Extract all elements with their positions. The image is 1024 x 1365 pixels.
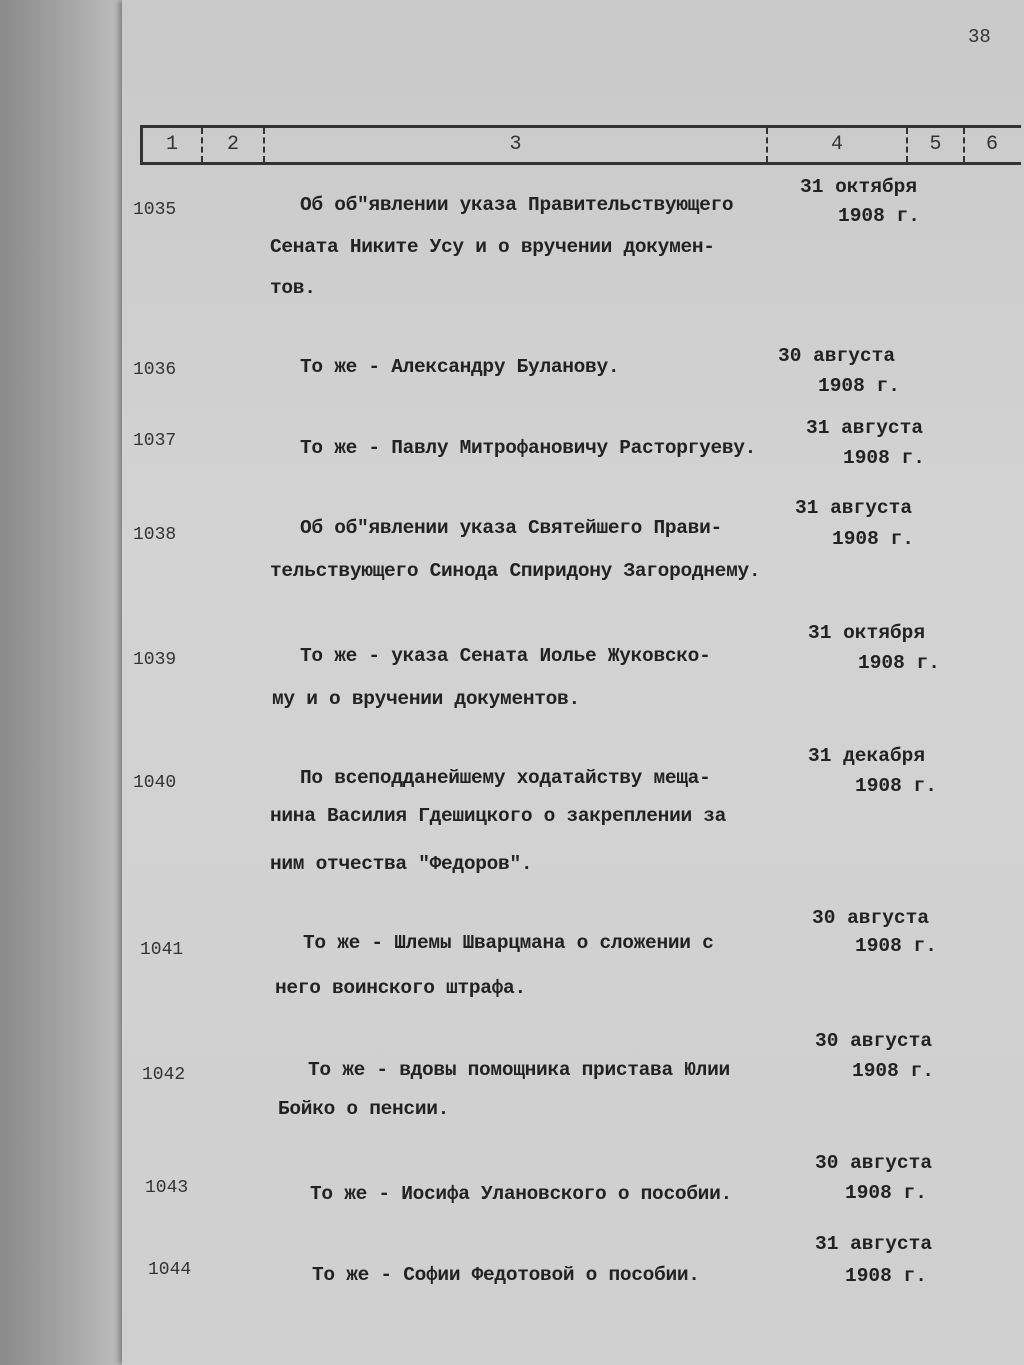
entry-text-line: тельствующего Синода Спиридону Загороднему. <box>270 560 761 582</box>
entry-date-year: 1908 г. <box>838 205 920 227</box>
entry-text-line: Об об"явлении указа Святейшего Прави- <box>300 517 722 539</box>
entry-number: 1044 <box>148 1260 192 1280</box>
entry-date-year: 1908 г. <box>852 1060 934 1082</box>
entry-date-year: 1908 г. <box>818 375 900 397</box>
entry-date-day: 31 августа <box>795 497 913 519</box>
entry-date-year: 1908 г. <box>832 528 914 550</box>
entry-date-day: 31 октября <box>800 176 918 198</box>
entry-number: 1041 <box>140 940 184 960</box>
entry-number: 1040 <box>133 773 177 793</box>
entry-number: 1039 <box>133 650 177 670</box>
entry-text-line: Бойко о пенсии. <box>278 1098 450 1120</box>
entry-text-line: По всеподданейшему ходатайству меща- <box>300 767 711 789</box>
entry-number: 1038 <box>133 525 177 545</box>
page-number: 38 <box>968 26 991 48</box>
entry-text-line: То же - Иосифа Улановского о пособии. <box>310 1183 732 1205</box>
entry-date-day: 30 августа <box>778 345 896 367</box>
entry-number: 1036 <box>133 360 177 380</box>
entry-date-day: 31 августа <box>806 417 924 439</box>
column-header-1: 1 <box>143 128 203 162</box>
entry-date-year: 1908 г. <box>845 1182 927 1204</box>
entry-text-line: му и о вручении документов. <box>272 688 580 710</box>
entry-text-line: ним отчества "Федоров". <box>270 853 533 875</box>
entry-date-year: 1908 г. <box>855 775 937 797</box>
entry-text-line: То же - Павлу Митрофановичу Расторгуеву. <box>300 437 757 459</box>
column-header-6: 6 <box>985 133 998 156</box>
entry-date-day: 30 августа <box>815 1152 933 1174</box>
entry-date-year: 1908 г. <box>845 1265 927 1287</box>
entry-number: 1035 <box>133 200 177 220</box>
entry-text-line: него воинского штрафа. <box>275 977 526 999</box>
column-header-3: 3 <box>265 128 768 162</box>
entry-date-day: 30 августа <box>815 1030 933 1052</box>
entry-text-line: То же - указа Сената Иолье Жуковско- <box>300 645 711 667</box>
entry-date-day: 31 августа <box>815 1233 933 1255</box>
entry-number: 1043 <box>145 1178 189 1198</box>
column-header-row <box>140 125 1021 165</box>
entry-text-line: То же - Шлемы Шварцмана о сложении с <box>303 932 714 954</box>
entry-date-year: 1908 г. <box>855 935 937 957</box>
column-header-4: 4 <box>768 128 908 162</box>
entry-date-day: 30 августа <box>812 907 930 929</box>
entry-number: 1042 <box>142 1065 186 1085</box>
entry-date-year: 1908 г. <box>843 447 925 469</box>
book-spine <box>0 0 128 1365</box>
entry-text-line: Об об"явлении указа Правительствующего <box>300 194 734 216</box>
entry-text-line: То же - Александру Буланову. <box>300 356 620 378</box>
entry-date-year: 1908 г. <box>858 652 940 674</box>
entry-text-line: Сената Никите Усу и о вручении докумен- <box>270 236 715 258</box>
entry-text-line: нина Василия Гдешицкого о закреплении за <box>270 805 727 827</box>
entry-text-line: То же - вдовы помощника пристава Юлии <box>308 1059 730 1081</box>
column-header-2: 2 <box>203 128 265 162</box>
entry-date-day: 31 декабря <box>808 745 926 767</box>
entry-number: 1037 <box>133 431 177 451</box>
column-header-5: 5 <box>908 128 965 162</box>
entry-text-line: То же - Софии Федотовой о пособии. <box>312 1264 700 1286</box>
entry-text-line: тов. <box>270 277 316 299</box>
entry-date-day: 31 октября <box>808 622 926 644</box>
